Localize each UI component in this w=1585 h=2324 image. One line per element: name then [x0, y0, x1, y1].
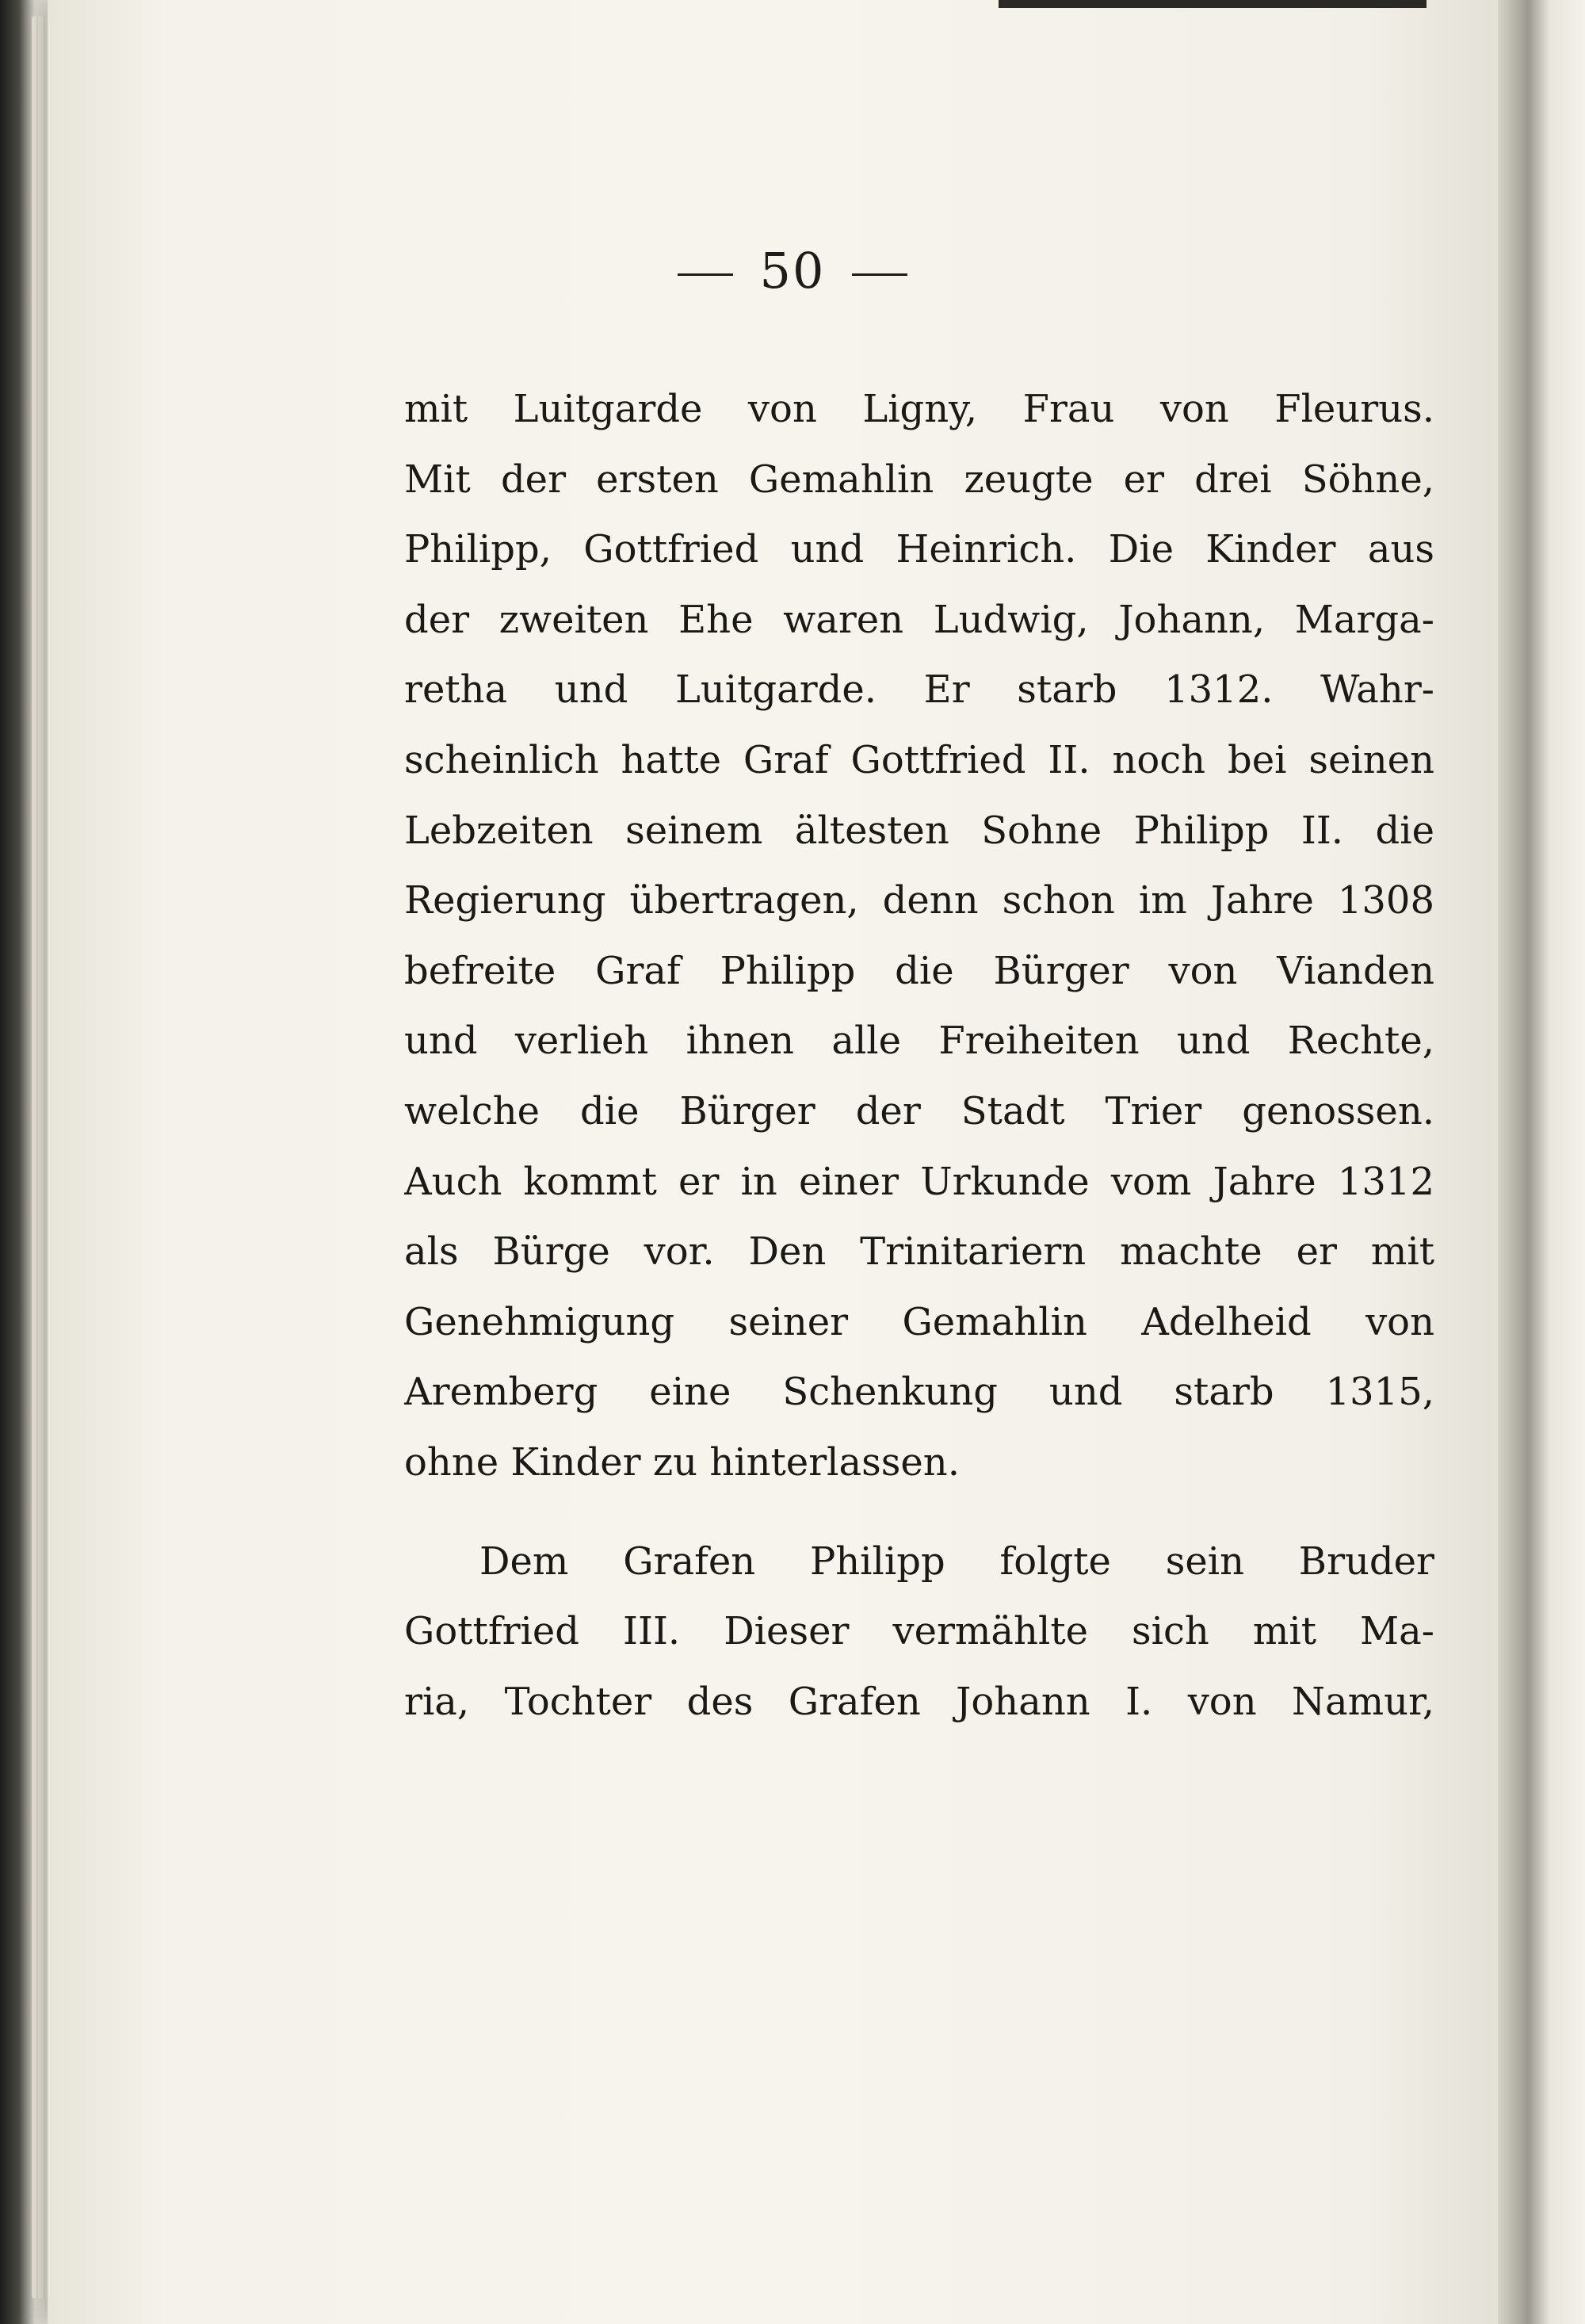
text-line: Philipp, Gottfried und Heinrich. Die Kinder aus [404, 527, 1434, 572]
text-line: retha und Luitgarde. Er starb 1312. Wahr- [404, 667, 1434, 713]
text-line: ohne Kinder zu hinterlassen. [404, 1439, 960, 1485]
text-line: scheinlich hatte Graf Gottfried II. noch bei seinen [404, 737, 1434, 782]
page-number: 50 [759, 242, 826, 300]
header-dash-left [678, 273, 733, 276]
top-binding-strip [999, 0, 1426, 8]
facing-page-edge [1498, 0, 1585, 2324]
text-line: Genehmigung seiner Gemahlin Adelheid von [404, 1299, 1434, 1344]
text-line: Lebzeiten seinem ältesten Sohne Philipp II. die [404, 808, 1434, 853]
text-line: ria, Tochter des Grafen Johann I. von Namur, [404, 1679, 1434, 1724]
text-line: der zweiten Ehe waren Ludwig, Johann, Marga- [404, 597, 1434, 642]
text-line: Gottfried III. Dieser vermählte sich mit Ma- [404, 1609, 1434, 1654]
text-line: Mit der ersten Gemahlin zeugte er drei Söhne, [404, 457, 1434, 502]
page-number-header [0, 242, 1585, 300]
paragraph-gap [404, 1498, 1434, 1527]
body-text [404, 374, 1434, 1737]
text-line: mit Luitgarde von Ligny, Frau von Fleurus. [404, 387, 1434, 431]
text-line: befreite Graf Philipp die Bürger von Vianden [404, 948, 1434, 993]
text-line: und verlieh ihnen alle Freiheiten und Rechte, [404, 1019, 1434, 1064]
text-line: Regierung übertragen, denn schon im Jahre 1308 [404, 878, 1434, 923]
header-dash-right [852, 273, 907, 276]
text-line: welche die Bürger der Stadt Trier genossen. [404, 1088, 1434, 1133]
text-line: Auch kommt er in einer Urkunde vom Jahre 1312 [404, 1159, 1434, 1204]
text-line: Dem Grafen Philipp folgte sein Bruder [479, 1539, 1434, 1584]
text-line: Aremberg eine Schenkung und starb 1315, [404, 1370, 1434, 1415]
text-line: als Bürge vor. Den Trinitariern machte er mit [404, 1229, 1434, 1275]
